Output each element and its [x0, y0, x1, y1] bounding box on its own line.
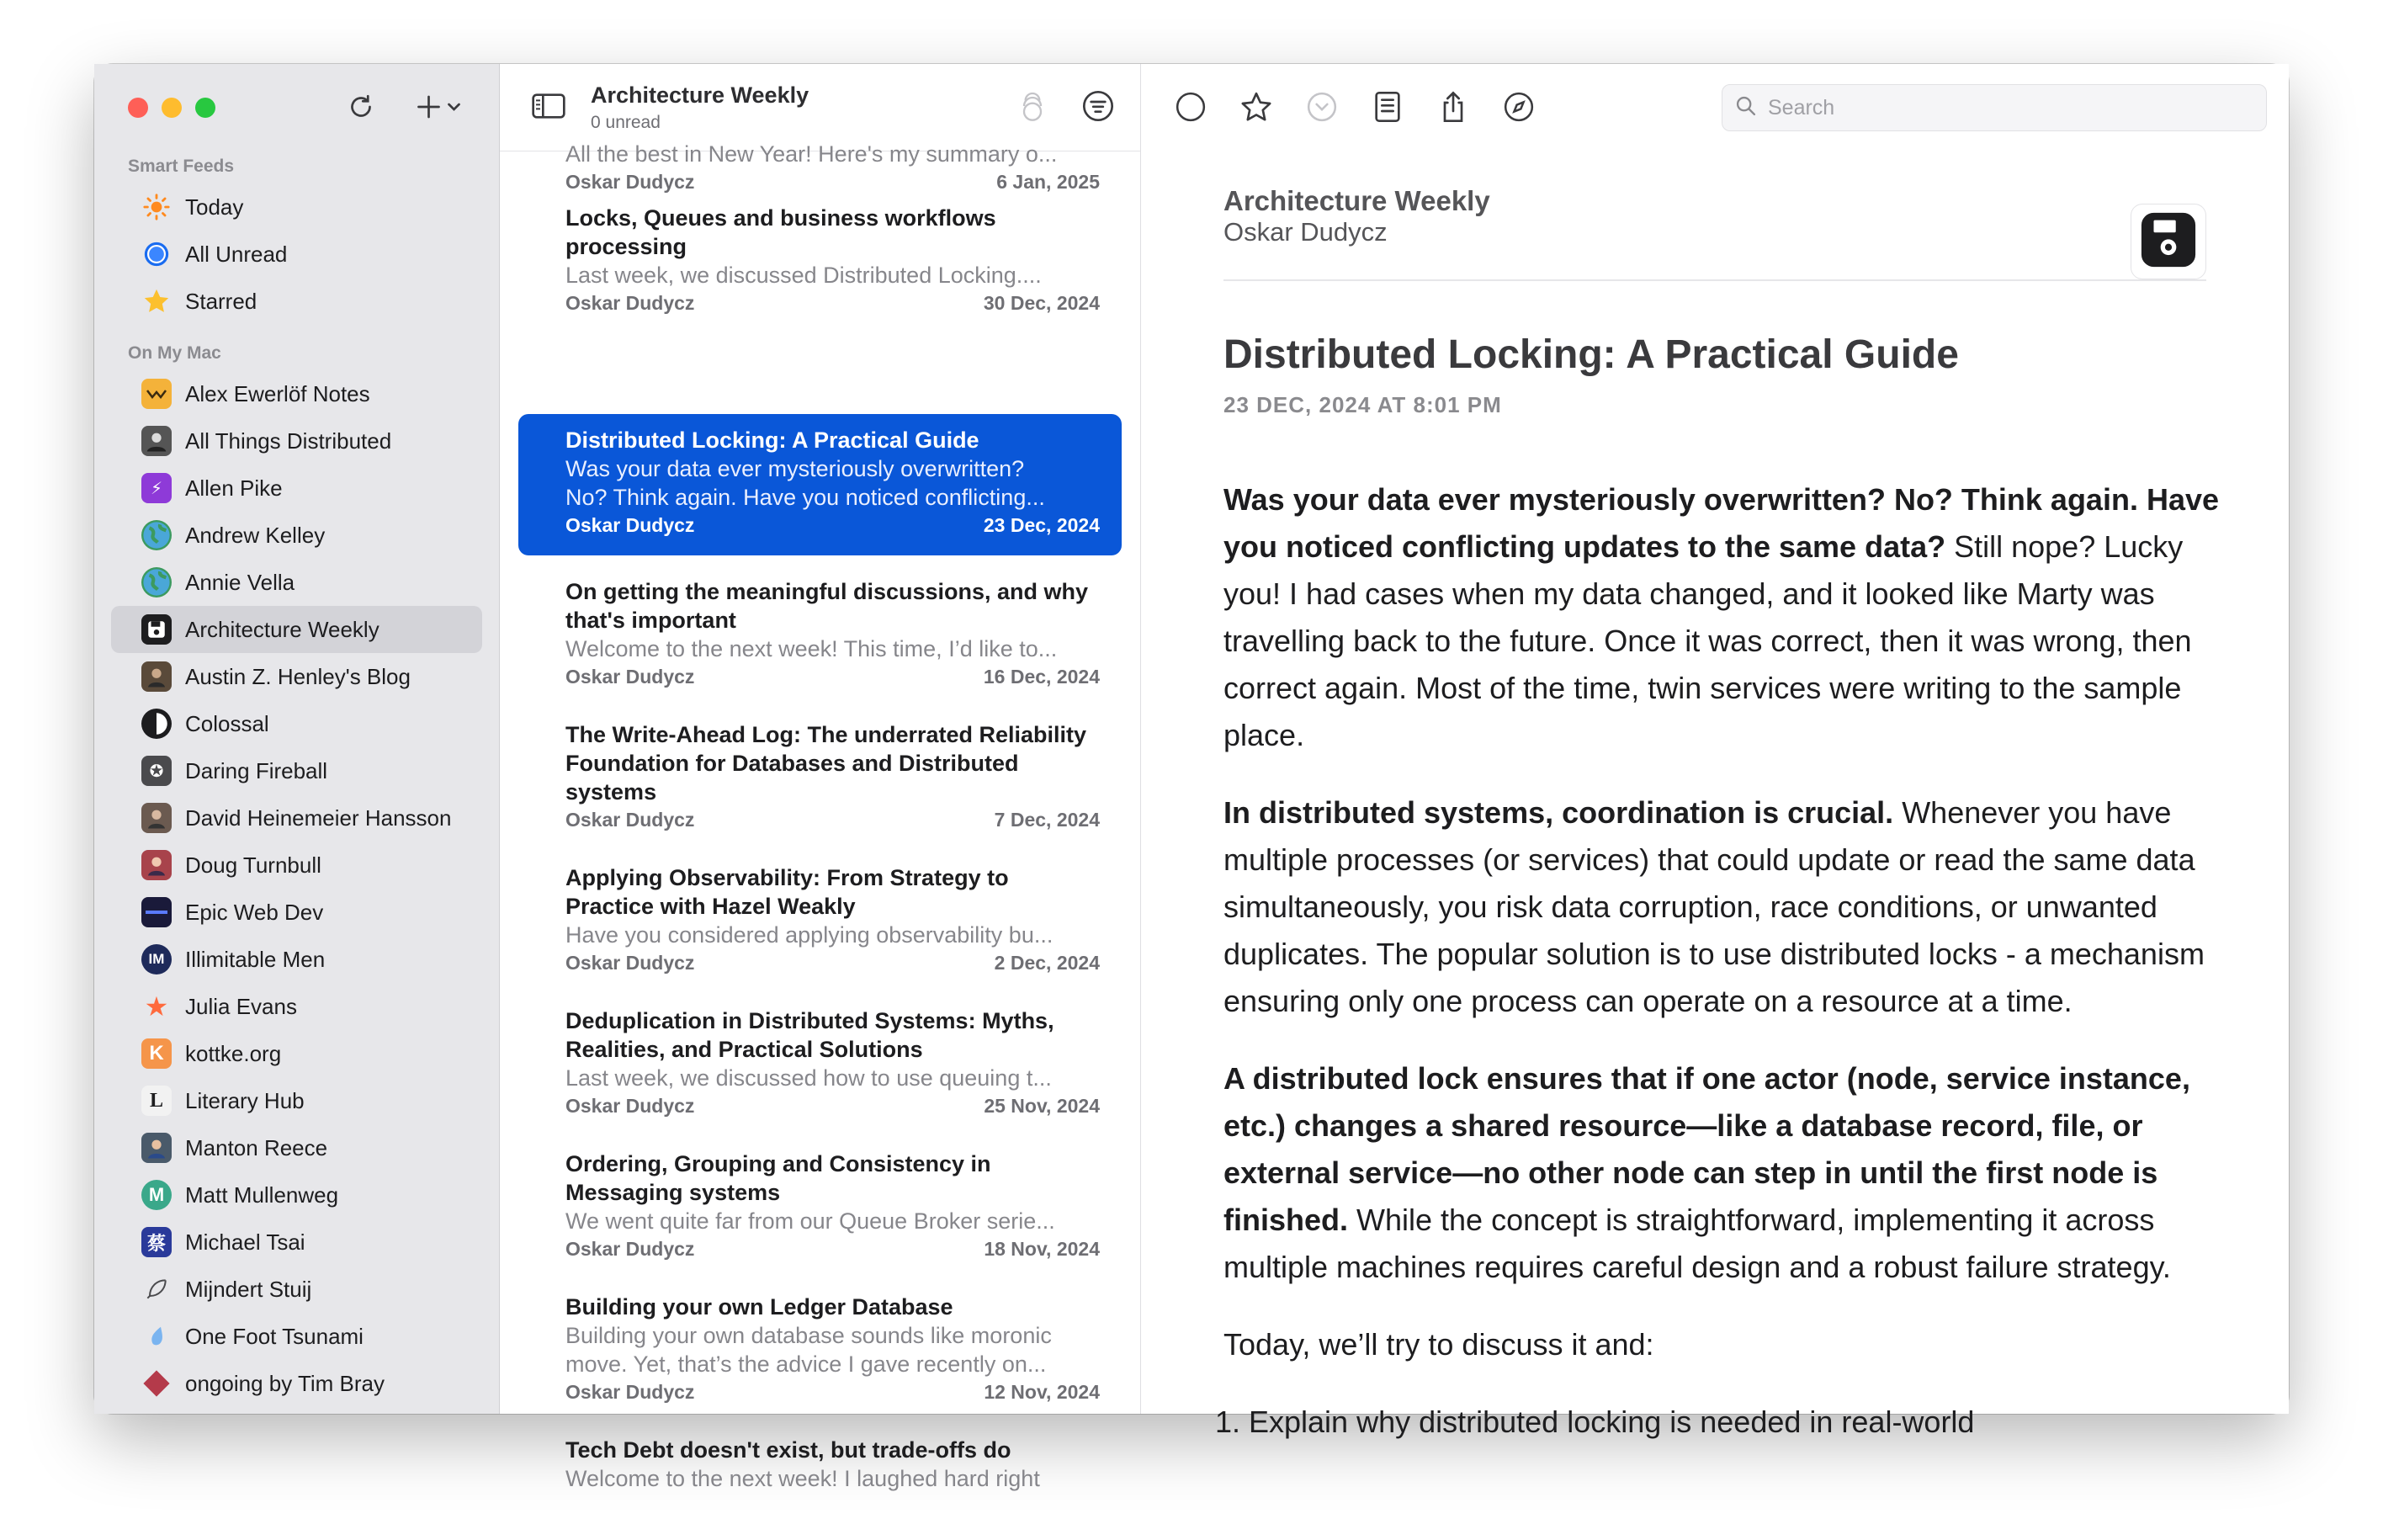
sidebar-item-architecture-weekly[interactable] [111, 606, 482, 653]
globe-icon [141, 567, 172, 597]
feed-title: Architecture Weekly [591, 82, 809, 108]
sidebar-item-label: Mijndert Stuij [185, 1276, 312, 1302]
sidebar-item-dhh[interactable] [111, 794, 482, 842]
sidebar-item-epic-web-dev[interactable] [111, 889, 482, 936]
sidebar-item-label: Doug Turnbull [185, 852, 321, 878]
reader-view-icon[interactable] [1367, 86, 1409, 128]
sidebar-item-starred[interactable] [111, 278, 482, 325]
on-my-mac-header: On My Mac [128, 343, 221, 363]
star-icon: ★ [144, 991, 169, 1022]
article-list [500, 141, 1140, 1491]
star-icon[interactable] [1235, 86, 1277, 128]
article-author: Oskar Dudycz [565, 292, 695, 314]
sidebar-item-today[interactable] [111, 183, 482, 231]
article-summary: Welcome to the next week! I laughed hard right [565, 1466, 1040, 1491]
unread-circle-icon [141, 239, 172, 269]
avatar-icon [141, 661, 172, 692]
article-row[interactable] [518, 995, 1122, 1128]
article-title: Deduplication in Distributed Systems: Myths, Realities, and Practical Solutions [565, 1008, 1054, 1062]
sidebar-item-label: Annie Vella [185, 569, 295, 595]
article-heading: Distributed Locking: A Practical Guide [1223, 332, 1959, 377]
body-paragraph: Today, we’ll try to discuss it and: [1223, 1327, 1654, 1362]
article-row[interactable] [518, 566, 1122, 698]
article-title: Building your own Ledger Database [565, 1294, 953, 1320]
literary-hub-logo-icon: L [141, 1086, 172, 1116]
article-summary: Last week, we discussed Distributed Locking.... [565, 263, 1042, 288]
sidebar-item-illimitable-men[interactable] [111, 936, 482, 983]
body-paragraph: Was your data ever mysteriously overwritten? No? Think again. Have you noticed conflicting updates to the same data? Still nope? Lucky you! I had cases when my data changed, and it looked like Marty was travelling back to the future. Once it was correct, then it was wrong, then correct again. Most of the time, twin services were writing to the sample place. [1223, 482, 2220, 752]
sidebar-item-mijndert-stuij[interactable] [111, 1266, 482, 1313]
smart-feeds-header: Smart Feeds [128, 157, 235, 176]
sidebar-item-all-things-distributed[interactable] [111, 417, 482, 465]
article-row[interactable]: All the best in New Year! Here's my summary o... Oskar Dudycz 6 Jan, 2025 [518, 128, 1122, 204]
article-title: Locks, Queues and business workflows processing [565, 205, 996, 259]
article-summary: Have you considered applying observability bu... [565, 922, 1054, 948]
unread-count: 0 unread [591, 113, 661, 132]
sidebar-item-matt-mullenweg[interactable] [111, 1171, 482, 1219]
article-row[interactable] [518, 1138, 1122, 1271]
floppy-disk-icon [141, 614, 172, 645]
sidebar-item-julia-evans[interactable] [111, 983, 482, 1030]
feed-logo-icon [141, 379, 172, 409]
article-title: Distributed Locking: A Practical Guide [565, 427, 979, 453]
app-window [94, 64, 2289, 1491]
sidebar-item-label: All Unread [185, 241, 288, 267]
mark-read-circle-icon[interactable] [1170, 86, 1212, 128]
sidebar-item-allen-pike[interactable] [111, 465, 482, 512]
list-item: 1. Explain why distributed locking is needed in real-world [1249, 1399, 2225, 1446]
sidebar-item-label: Julia Evans [185, 993, 297, 1019]
article-title: Applying Observability: From Strategy to Practice with Hazel Weakly [565, 865, 1009, 919]
sidebar-item-label: All Things Distributed [185, 427, 392, 454]
sidebar-item-literary-hub[interactable] [111, 1077, 482, 1124]
sidebar [94, 64, 500, 1414]
sidebar-item-daring-fireball[interactable] [111, 747, 482, 794]
michael-tsai-logo-icon: 蔡 [141, 1227, 172, 1257]
article-author: Oskar Dudycz [565, 1238, 695, 1260]
sidebar-item-label: Matt Mullenweg [185, 1182, 339, 1208]
sidebar-item-label: Epic Web Dev [185, 899, 324, 925]
drop-icon [141, 1321, 172, 1351]
article-date: 30 Dec, 2024 [983, 292, 1100, 314]
share-icon[interactable] [1432, 86, 1474, 128]
sidebar-item-doug-turnbull[interactable] [111, 842, 482, 889]
sidebar-item-label: Andrew Kelley [185, 522, 326, 548]
sidebar-item-all-unread[interactable] [111, 231, 482, 278]
article-date: 16 Dec, 2024 [983, 666, 1100, 688]
article-summary: Building your own database sounds like moronic [565, 1323, 1052, 1348]
article-timestamp: 23 DEC, 2024 AT 8:01 PM [1223, 392, 1502, 417]
article-summary-line2: No? Think again. Have you noticed conflicting... [565, 485, 1045, 510]
sidebar-item-austin-henley[interactable] [111, 653, 482, 700]
star-icon [141, 286, 172, 316]
sidebar-item-alex-ewerlof-notes[interactable] [111, 370, 482, 417]
matt-logo-icon: M [141, 1180, 172, 1210]
article-date: 25 Nov, 2024 [984, 1095, 1100, 1117]
article-date: 18 Nov, 2024 [984, 1238, 1100, 1260]
article-title: The Write-Ahead Log: The underrated Reliability Foundation for Databases and Distributed systems [565, 722, 1087, 805]
sidebar-item-label: kottke.org [185, 1040, 282, 1066]
body-list [1223, 1399, 2225, 1446]
article-body [1223, 476, 2225, 1446]
sidebar-toolbar [340, 86, 470, 128]
sidebar-item-label: Daring Fireball [185, 757, 328, 783]
article-title: On getting the meaningful discussions, and why that's important [565, 579, 1089, 633]
article-date: 2 Dec, 2024 [994, 952, 1100, 974]
reader-divider [1223, 279, 2206, 281]
bolt-icon: ⚡ [141, 473, 172, 503]
sidebar-item-label: Architecture Weekly [185, 616, 379, 642]
sidebar-item-label: Austin Z. Henley's Blog [185, 663, 411, 689]
article-summary-line2: move. Yet, that’s the advice I gave recently on... [565, 1351, 1047, 1377]
sun-icon [141, 192, 172, 222]
sidebar-item-andrew-kelley[interactable] [111, 512, 482, 559]
kottke-logo-icon: K [141, 1038, 172, 1069]
article-row[interactable] [518, 1281, 1122, 1414]
body-paragraph: A distributed lock ensures that if one actor (node, service instance, etc.) changes a shared resource—like a database record, file, or external service—no other node can step in until the first node is finished. While the concept is straightforward, implementing it across multiple machines requires careful design and a robust failure strategy. [1223, 1061, 2190, 1284]
zoom-window-button[interactable] [195, 98, 215, 118]
article-date: 6 Jan, 2025 [996, 171, 1100, 193]
article-title: Ordering, Grouping and Consistency in Messaging systems [565, 1151, 991, 1205]
sidebar-item-label: Alex Ewerlöf Notes [185, 380, 370, 406]
mark-all-read-icon[interactable] [1017, 89, 1048, 127]
search-field[interactable] [1722, 84, 2267, 131]
window-controls [128, 98, 215, 118]
article-summary: Was your data ever mysteriously overwritten? [565, 456, 1025, 481]
reader-feed-name: Architecture Weekly [1223, 185, 1490, 216]
article-row[interactable] [518, 709, 1122, 842]
reader-toolbar [1141, 64, 2289, 151]
article-author: Oskar Dudycz [565, 1095, 695, 1117]
article-row[interactable] [518, 192, 1122, 325]
sidebar-toggle-icon[interactable] [530, 89, 567, 127]
article-summary: Welcome to the next week! This time, I’d like to... [565, 636, 1058, 661]
feed-list [94, 150, 499, 1407]
globe-icon [141, 520, 172, 550]
article-row[interactable] [518, 1424, 1122, 1501]
article-summary: We went quite far from our Queue Broker serie... [565, 1208, 1055, 1234]
sidebar-item-ongoing-tim-bray[interactable] [111, 1360, 482, 1407]
sidebar-item-label: Allen Pike [185, 475, 283, 501]
sidebar-item-label: Michael Tsai [185, 1229, 305, 1255]
close-window-button[interactable] [128, 98, 148, 118]
avatar-icon [141, 1133, 172, 1163]
article-row[interactable] [518, 852, 1122, 985]
floppy-disk-icon [2139, 210, 2198, 273]
body-paragraph: In distributed systems, coordination is crucial. Whenever you have multiple processes (or services) that could update or read the same data simultaneously, you risk data corruption, race conditions, or unwanted duplicates. The popular solution is to use distributed locks - a mechanism ensuring only one process can operate on a resource at a time. [1223, 795, 2205, 1018]
article-list-pane [500, 64, 1141, 1491]
sidebar-item-michael-tsai[interactable] [111, 1219, 482, 1266]
article-summary: Last week, we discussed how to use queuing t... [565, 1065, 1052, 1091]
article-title: Tech Debt doesn't exist, but trade-offs do [565, 1437, 1011, 1463]
sidebar-item-label: Manton Reece [185, 1134, 328, 1160]
search-icon [1734, 94, 1758, 122]
sidebar-item-label: Starred [185, 288, 257, 314]
sidebar-item-label: David Heinemeier Hansson [185, 805, 452, 831]
sidebar-item-one-foot-tsunami[interactable] [111, 1313, 482, 1360]
next-unread-icon[interactable] [1301, 86, 1343, 128]
avatar-icon [141, 426, 172, 456]
avatar-icon [141, 850, 172, 880]
sidebar-item-label: Today [185, 194, 244, 220]
article-author: Oskar Dudycz [565, 952, 695, 974]
sidebar-item-manton-reece[interactable] [111, 1124, 482, 1171]
minimize-window-button[interactable] [162, 98, 182, 118]
sidebar-item-label: Literary Hub [185, 1087, 305, 1113]
diamond-icon [141, 1368, 172, 1399]
sidebar-item-label: One Foot Tsunami [185, 1323, 364, 1349]
article-author: Oskar Dudycz [565, 666, 695, 688]
epic-web-logo-icon [141, 897, 172, 927]
article-row-selected[interactable] [518, 414, 1122, 555]
reader-author: Oskar Dudycz [1223, 217, 1388, 247]
colossal-logo-icon [141, 709, 172, 739]
sidebar-item-label: Colossal [185, 710, 269, 736]
search-input[interactable] [1768, 96, 2239, 120]
feather-icon [141, 1274, 172, 1304]
article-author: Oskar Dudycz [565, 514, 695, 536]
sidebar-item-label: ongoing by Tim Bray [185, 1370, 385, 1396]
compass-icon[interactable] [1498, 86, 1540, 128]
illimitable-men-logo-icon: IM [141, 944, 172, 974]
reader-pane [1141, 64, 2289, 1439]
sidebar-item-annie-vella[interactable] [111, 559, 482, 606]
feed-logo [2131, 204, 2206, 279]
filter-icon[interactable] [1081, 89, 1115, 127]
article-date: 23 Dec, 2024 [983, 514, 1100, 536]
article-author: Oskar Dudycz [565, 171, 695, 193]
avatar-icon [141, 803, 172, 833]
add-menu-icon[interactable] [411, 86, 470, 128]
article-date: 12 Nov, 2024 [984, 1381, 1100, 1403]
sidebar-item-kottke[interactable] [111, 1030, 482, 1077]
daring-fireball-icon: ✪ [141, 756, 172, 786]
refresh-icon[interactable] [340, 86, 382, 128]
article-date: 7 Dec, 2024 [994, 809, 1100, 831]
sidebar-item-colossal[interactable] [111, 700, 482, 747]
article-author: Oskar Dudycz [565, 809, 695, 831]
sidebar-item-label: Illimitable Men [185, 946, 326, 972]
article-author: Oskar Dudycz [565, 1381, 695, 1403]
